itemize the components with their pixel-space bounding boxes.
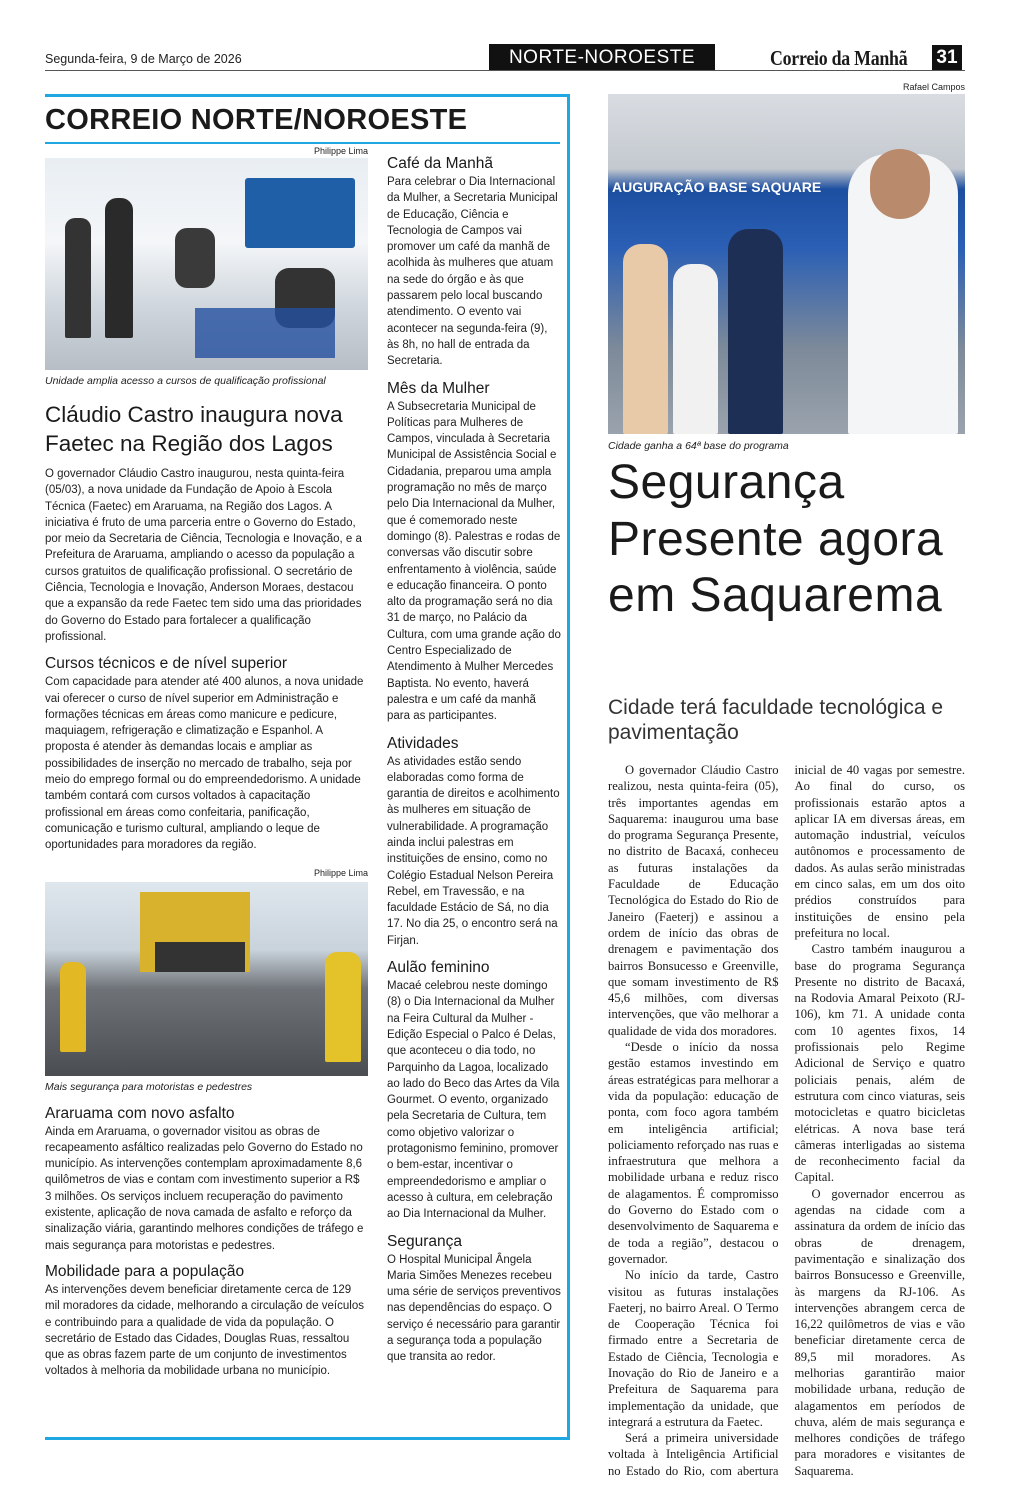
note-item bbox=[387, 154, 562, 370]
note-subhead: Aulão feminino bbox=[387, 959, 490, 977]
photo-beauty-lab bbox=[45, 158, 368, 370]
newspaper-masthead: Correio da Manhã bbox=[770, 46, 908, 70]
feature-body bbox=[608, 762, 965, 1479]
title-divider bbox=[45, 142, 560, 144]
photo-credit: Philippe Lima bbox=[313, 867, 368, 878]
photo-caption: Cidade ganha a 64ª base do programa bbox=[608, 440, 789, 452]
note-body: O Hospital Municipal Ângela Maria Simões Menezes recebeu uma série de serviços preventivos nas dependências do espaço. O serviço é necessário para garantir a segurança toda a população que transita ao redor. bbox=[387, 1253, 561, 1364]
photo-asphalt-works bbox=[45, 882, 368, 1076]
banner-text-graphic: AUGURAÇÃO BASE SAQUARE bbox=[612, 179, 822, 195]
subhead-mobilidade: Mobilidade para a população bbox=[45, 1262, 245, 1280]
column-title: CORREIO NORTE/NOROESTE bbox=[45, 104, 468, 136]
feature-paragraph: “Desde o início da nossa gestão estamos investindo em áreas estratégicas para melhorar a vida da população: educação de ponta, com foco agora também em inteligência artificial; policiamento reforçado nas ruas e infraestrutura que melhora a mobilidade urbana e reduz risco de alagamentos. É compromisso do Governo do Estado com o desenvolvimento de Saquarema e de toda a região”, destacou o governador. bbox=[608, 1040, 779, 1266]
note-subhead: Mês da Mulher bbox=[387, 379, 490, 397]
photo-credit: Philippe Lima bbox=[313, 146, 368, 156]
body-asfalto: Ainda em Araruama, o governador visitou as obras de recapeamento asfáltico realizadas pelo Governo do Estado no município. As intervenções contemplam aproximadamente 8,6 quilômetros de vias e contam com investimento superior a R$ 3 milhões. Os serviços incluem recuperação do pavimento existente, aplicação de nova camada de asfalto e reforço da sinalização viária, garantindo melhores condições de tráfego e mais segurança para motoristas e pedestres. bbox=[45, 1125, 364, 1252]
note-subhead: Atividades bbox=[387, 734, 459, 752]
header-divider bbox=[45, 70, 965, 71]
feature-paragraph: O governador encerrou as agendas na cidade com a assinatura da ordem de início das obras de drenagem, pavimentação e sinalização dos bairros Bonsucesso e Greenville, às margens da RJ-106. As intervenções abrangem cerca de 16,22 quilômetros de vias e vão beneficiar diretamente cerca de 89,5 mil moradores. As melhorias garantirão maior mobilidade urbana, redução de alagamentos em períodos de chuva, além de mais segurança e melhores condições de tráfego para moradores e visitantes de Saquarema. bbox=[794, 1186, 965, 1478]
feature-paragraph: No início da tarde, Castro visitou as futuras instalações Faeterj, no bairro Areal. O Termo de Cooperação Técnica foi firmado entre a Secretaria de Estado de Ciência, Tecnologia e Inovação do Rio de Janeiro e a Prefeitura de Saquarema para implementação da unidade, que integrará a estrutura da Faetec. bbox=[608, 1268, 779, 1429]
feature-headline: Segurança Presente agora em Saquarema bbox=[608, 456, 944, 622]
feature-paragraph: O governador Cláudio Castro realizou, nesta quinta-feira (05), três importantes agendas em Saquarema: inaugurou uma base do programa Segurança Presente, no distrito de Bacaxá, conheceu as futuras instalações da Faculdade de Educação Tecnológica do Estado do Rio de Janeiro (Faeterj) e assinou a ordem de início das obras de drenagem e pavimentação dos bairros Bonsucesso e Greenville, que somam investimento de R$ 45,6 milhões, com diversas intervenções, que vão melhorar a qualidade de vida dos moradores. bbox=[608, 763, 779, 1038]
photo-caption: Mais segurança para motoristas e pedestres bbox=[45, 1080, 253, 1093]
subhead-cursos: Cursos técnicos e de nível superior bbox=[45, 655, 288, 673]
section-tag: NORTE-NOROESTE bbox=[489, 44, 715, 70]
note-body: A Subsecretaria Municipal de Políticas para Mulheres de Campos, vinculada à Secretaria Municipal de Assistência Social e Cidadania, preparou uma ampla programação no mês de março pelo Dia Internacional da Mulher, que é comemorado neste domingo (8). Palestras e rodas de conversas vão discutir sobre enfrentamento à violência, saúde e educação financeira. O ponto alto da programação será no dia 31 de março, no Palácio da Cultura, com uma grande ação do Centro Especializado de Atendimento à Mulher Mercedes Baptista. No evento, haverá palestra e um café da manhã para as participantes. bbox=[387, 400, 561, 723]
feature-paragraph: Castro também inaugurou a base do programa Segurança Presente no distrito de Bacaxá, na Rodovia Amaral Peixoto (RJ-106), km 71. A unidade conta com 10 agentes fixos, 14 profissionais pelo Regime Adicional de Serviço e quatro policiais penais, além de estrutura com cinco viaturas, seis motocicletas e quatro bicicletas elétricas. A nova base terá câmeras interligadas ao sistema de reconhecimento facial da Capital. bbox=[794, 942, 965, 1185]
body-cursos: Com capacidade para atender até 400 alunos, a nova unidade vai oferecer o curso de nível superior em Administração e formações técnicas em áreas como manicure e pedicure, maquiagem, refrigeração e climatização e Espanhol. A proposta é atender às demandas locais e ampliar as possibilidades de inserção no mercado de trabalho, seja por meio do emprego formal ou do empreendedorismo. A unidade também contará com cursos voltados à capacitação profissional em áreas como confeitaria, panificação, comunicação e turismo cultural, ampliando o leque de oportunidades para moradores da região. bbox=[45, 676, 364, 852]
note-item bbox=[387, 1232, 562, 1366]
subhead-asfalto: Araruama com novo asfalto bbox=[45, 1104, 235, 1122]
feature-subheadline: Cidade terá faculdade tecnológica e pavimentação bbox=[608, 696, 944, 744]
lead-headline: Cláudio Castro inaugura nova Faetec na Região dos Lagos bbox=[45, 402, 343, 456]
note-item bbox=[387, 379, 562, 725]
page-number: 31 bbox=[932, 45, 962, 70]
notes-column bbox=[387, 154, 562, 1375]
note-body: As atividades estão sendo elaboradas como forma de garantia de direitos e acolhimento às mulheres em situação de vulnerabilidade. A programação ainda inclui palestras em instituições de ensino, como no Colégio Estadual Nelson Pereira Rebel, em Travessão, e na faculdade Estácio de Sá, no dia 17. No dia 25, o encontro será na Firjan. bbox=[387, 755, 560, 947]
note-subhead: Café da Manhã bbox=[387, 155, 493, 172]
body-mobilidade: As intervenções devem beneficiar diretamente cerca de 129 mil moradores da cidade, melhorando a circulação de veículos e contribuindo para a qualidade de vida da população. O secretário de Estado das Cidades, Douglas Ruas, ressaltou que as obras fazem parte de um conjunto de investimentos voltados à melhoria da mobilidade urbana no município. bbox=[45, 1283, 364, 1378]
feature-paragraph: Será a primeira universidade voltada à Inteligência Artificial no Estado do Rio, com abertura inicial de 40 vagas por semestre. Ao final do curso, os profissionais estarão aptos a aplicar IA em diversas áreas, em automação industrial, veículos autônomos e processamento de dados. As aulas serão ministradas em cinco salas, em um dos oito prédios construídos para instituições de ensino pela prefeitura no local. bbox=[608, 763, 965, 1478]
note-item bbox=[387, 958, 562, 1222]
note-subhead: Segurança bbox=[387, 1232, 462, 1250]
issue-date: Segunda-feira, 9 de Março de 2026 bbox=[45, 52, 242, 66]
note-body: Para celebrar o Dia Internacional da Mulher, a Secretaria Municipal de Educação, Ciência e Tecnologia de Campos vai promover um café da manhã de acolhida às mulheres que atuam na sede do órgão e às que passarem pelo local buscando atendimento. O evento vai acontecer na segunda-feira (9), às 8h, no hall de entrada da Secretaria. bbox=[387, 176, 558, 368]
note-body: Macaé celebrou neste domingo (8) o Dia Internacional da Mulher na Feira Cultural da Mulher - Edição Especial o Palco é Delas, que aconteceu o dia todo, no Parquinho da Lagoa, localizado ao lado do Beco das Artes da Vila Gourmet. O evento, organizado pela Secretaria de Cultura, tem como objetivo valorizar o protagonismo feminino, promover o bem-estar, incentivar o empreendedorismo e ampliar o acesso à cultura, em celebração ao Dia Internacional da Mulher. bbox=[387, 980, 560, 1221]
photo-credit: Rafael Campos bbox=[902, 82, 965, 92]
lead-body: O governador Cláudio Castro inaugurou, nesta quinta-feira (05/03), a nova unidade da Fundação de Apoio à Escola Técnica (Faetec) em Araruama, na Região dos Lagos. A iniciativa é fruto de uma parceria entre o Governo do Estado, por meio da Secretaria de Ciência, Tecnologia e Inovação, e a Prefeitura de Araruama, ampliando o acesso da população a cursos gratuitos de qualificação profissional. O secretário de Ciência, Tecnologia e Inovação, Anderson Moraes, destacou que a expansão da rede Faetec tem sido uma das prioridades do Governo do Estado para fortalecer a qualificação profissional. bbox=[45, 468, 362, 643]
photo-inauguration bbox=[608, 94, 965, 434]
left-column bbox=[45, 400, 368, 1380]
photo-caption: Unidade amplia acesso a cursos de qualificação profissional bbox=[45, 375, 326, 387]
note-item bbox=[387, 734, 562, 950]
